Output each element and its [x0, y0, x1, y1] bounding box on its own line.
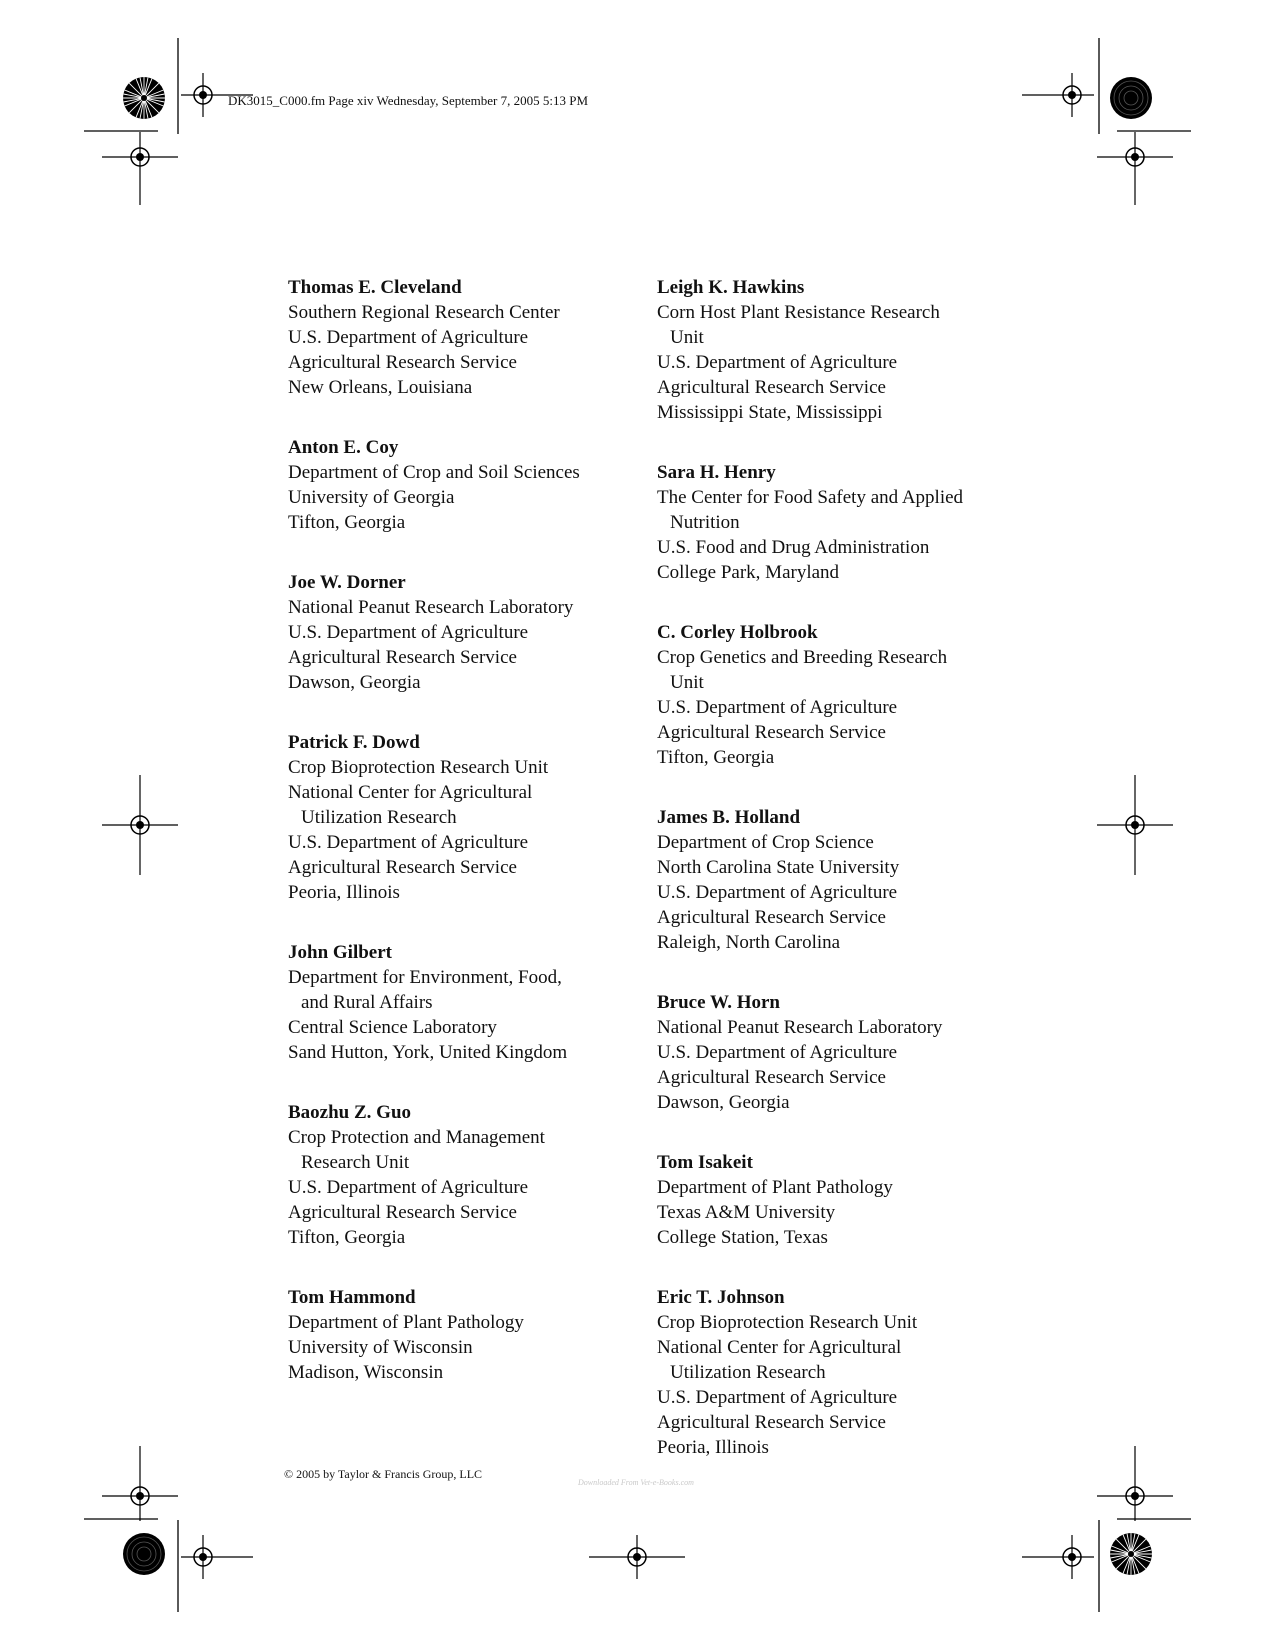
affiliation-line: Tifton, Georgia — [288, 512, 406, 533]
affiliation-line: Texas A&M University — [657, 1202, 836, 1223]
affiliation-line: Tifton, Georgia — [288, 1227, 406, 1248]
affiliation-line: Crop Genetics and Breeding Research — [657, 647, 948, 668]
affiliation-line: Crop Bioprotection Research Unit — [657, 1312, 918, 1333]
affiliation-line: Central Science Laboratory — [288, 1017, 497, 1038]
contributor-entry — [657, 1285, 1017, 1460]
affiliation-line: U.S. Food and Drug Administration — [657, 537, 930, 558]
affiliation-line: National Peanut Research Laboratory — [288, 597, 574, 618]
affiliation-line: Peoria, Illinois — [657, 1437, 769, 1458]
affiliation-line: U.S. Department of Agriculture — [657, 1042, 898, 1063]
affiliation-line: Nutrition — [670, 512, 740, 533]
contributor-name: Leigh K. Hawkins — [657, 277, 805, 298]
affiliation-line: Tifton, Georgia — [657, 747, 775, 768]
affiliation-line: U.S. Department of Agriculture — [657, 697, 898, 718]
contributor-name: Thomas E. Cleveland — [288, 277, 462, 298]
contributor-entry — [657, 990, 1017, 1115]
affiliation-line: Department of Crop Science — [657, 832, 874, 853]
affiliation-line: Department of Plant Pathology — [288, 1312, 524, 1333]
contributor-name: C. Corley Holbrook — [657, 622, 818, 643]
affiliation-line: Dawson, Georgia — [657, 1092, 790, 1113]
contributor-name: John Gilbert — [288, 942, 392, 963]
affiliation-line: Southern Regional Research Center — [288, 302, 560, 323]
contributor-entry — [288, 1100, 638, 1250]
affiliation-line: Mississippi State, Mississippi — [657, 402, 883, 423]
affiliation-line: Department of Plant Pathology — [657, 1177, 893, 1198]
contributor-entry — [288, 435, 638, 535]
affiliation-line: University of Georgia — [288, 487, 455, 508]
affiliation-line: Utilization Research — [301, 807, 457, 828]
contributor-entry — [657, 620, 1017, 770]
affiliation-line: Unit — [670, 672, 704, 693]
affiliation-line: Research Unit — [301, 1152, 410, 1173]
copyright-footer: © 2005 by Taylor & Francis Group, LLC — [284, 1467, 483, 1481]
contributor-entry — [657, 460, 1017, 585]
contributor-name: James B. Holland — [657, 807, 801, 828]
affiliation-line: U.S. Department of Agriculture — [288, 832, 529, 853]
contributor-name: Bruce W. Horn — [657, 992, 780, 1013]
contributor-entry — [288, 730, 638, 905]
affiliation-line: U.S. Department of Agriculture — [288, 622, 529, 643]
affiliation-line: Agricultural Research Service — [657, 1067, 886, 1088]
affiliation-line: U.S. Department of Agriculture — [657, 352, 898, 373]
contributor-name: Anton E. Coy — [288, 437, 399, 458]
contributor-name: Patrick F. Dowd — [288, 732, 420, 753]
affiliation-line: Agricultural Research Service — [657, 907, 886, 928]
affiliation-line: U.S. Department of Agriculture — [288, 327, 529, 348]
contributor-entry — [288, 1285, 638, 1385]
affiliation-line: Crop Protection and Management — [288, 1127, 545, 1148]
affiliation-line: U.S. Department of Agriculture — [657, 1387, 898, 1408]
affiliation-line: U.S. Department of Agriculture — [657, 882, 898, 903]
contributor-entry — [657, 275, 1017, 425]
contributors-left-column — [288, 275, 638, 1420]
watermark: Downloaded From Vet-e-Books.com — [578, 1478, 694, 1487]
affiliation-line: Corn Host Plant Resistance Research — [657, 302, 940, 323]
affiliation-line: Agricultural Research Service — [288, 647, 517, 668]
affiliation-line: New Orleans, Louisiana — [288, 377, 473, 398]
affiliation-line: National Peanut Research Laboratory — [657, 1017, 943, 1038]
contributor-name: Tom Isakeit — [657, 1152, 753, 1173]
affiliation-line: Department of Crop and Soil Sciences — [288, 462, 580, 483]
affiliation-line: Sand Hutton, York, United Kingdom — [288, 1042, 568, 1063]
affiliation-line: and Rural Affairs — [301, 992, 433, 1013]
affiliation-line: Unit — [670, 327, 704, 348]
contributor-entry — [288, 570, 638, 695]
contributor-name: Baozhu Z. Guo — [288, 1102, 412, 1123]
contributor-entry — [657, 1150, 1017, 1250]
affiliation-line: Department for Environment, Food, — [288, 967, 562, 988]
contributor-name: Sara H. Henry — [657, 462, 776, 483]
affiliation-line: Agricultural Research Service — [657, 1412, 886, 1433]
affiliation-line: Crop Bioprotection Research Unit — [288, 757, 549, 778]
affiliation-line: The Center for Food Safety and Applied — [657, 487, 964, 508]
affiliation-line: College Station, Texas — [657, 1227, 828, 1248]
affiliation-line: U.S. Department of Agriculture — [288, 1177, 529, 1198]
contributor-name: Tom Hammond — [288, 1287, 416, 1308]
affiliation-line: Peoria, Illinois — [288, 882, 400, 903]
contributor-entry — [657, 805, 1017, 955]
affiliation-line: Utilization Research — [670, 1362, 826, 1383]
contributor-entry — [288, 275, 638, 400]
contributors-right-column — [657, 275, 1017, 1495]
contributor-name: Joe W. Dorner — [288, 572, 406, 593]
affiliation-line: Agricultural Research Service — [288, 857, 517, 878]
affiliation-line: National Center for Agricultural — [288, 782, 533, 803]
slug-line: DK3015_C000.fm Page xiv Wednesday, September 7, 2005 5:13 PM — [228, 93, 589, 108]
affiliation-line: Raleigh, North Carolina — [657, 932, 841, 953]
affiliation-line: Agricultural Research Service — [288, 1202, 517, 1223]
affiliation-line: North Carolina State University — [657, 857, 900, 878]
affiliation-line: Agricultural Research Service — [657, 377, 886, 398]
affiliation-line: National Center for Agricultural — [657, 1337, 902, 1358]
affiliation-line: Agricultural Research Service — [657, 722, 886, 743]
affiliation-line: Madison, Wisconsin — [288, 1362, 444, 1383]
affiliation-line: Dawson, Georgia — [288, 672, 421, 693]
affiliation-line: College Park, Maryland — [657, 562, 840, 583]
contributor-name: Eric T. Johnson — [657, 1287, 785, 1308]
contributor-entry — [288, 940, 638, 1065]
affiliation-line: Agricultural Research Service — [288, 352, 517, 373]
affiliation-line: University of Wisconsin — [288, 1337, 473, 1358]
